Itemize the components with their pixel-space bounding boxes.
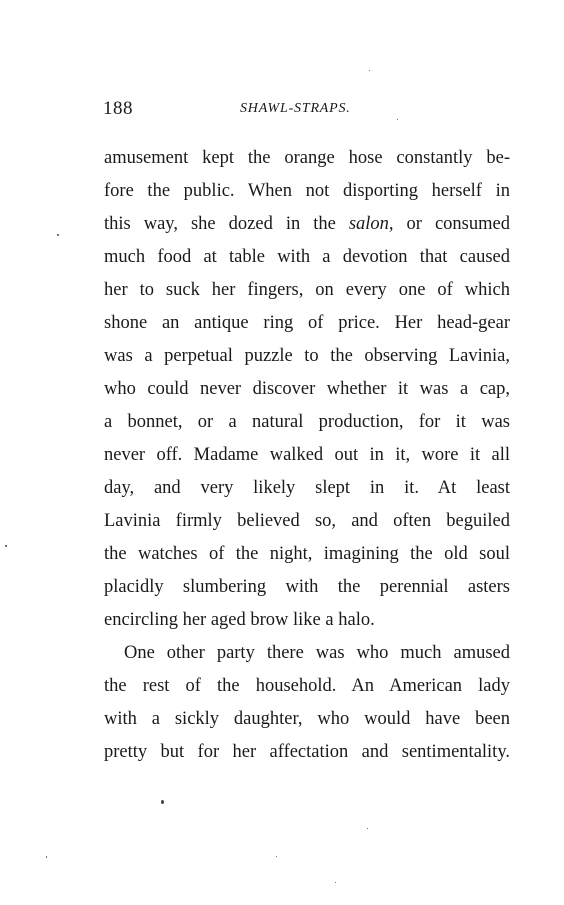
text-line: pretty but for her affectation and sentimentality. [104,742,510,762]
text-line: much food at table with a devotion that caused [104,247,510,267]
text-line: placidly slumbering with the perennial asters [104,577,510,597]
text-line: never off. Madame walked out in it, wore it all [104,445,510,465]
text-line: day, and very likely slept in it. At least [104,478,510,498]
running-head [103,98,513,122]
text-line: was a perpetual puzzle to the observing Lavinia, [104,346,510,366]
page-number: 188 [103,98,133,119]
text-line: fore the public. When not disporting herself in [104,181,510,201]
text-line: who could never discover whether it was a cap, [104,379,510,399]
text-line: shone an antique ring of price. Her head-gear [104,313,510,333]
text-line: her to suck her fingers, on every one of which [104,280,510,300]
scan-speck [367,828,368,829]
text-line: this way, she dozed in the salon, or consumed [104,214,510,234]
text-line: the rest of the household. An American lady [104,676,510,696]
text-line: amusement kept the orange hose constantly be- [104,148,510,168]
text-line: Lavinia firmly believed so, and often beguiled [104,511,510,531]
scan-speck [161,800,164,804]
body-text [104,142,510,769]
scan-speck [369,70,370,71]
scan-speck [57,234,59,236]
scan-speck [46,856,47,858]
running-title: SHAWL-STRAPS. [240,101,351,116]
scan-speck [335,882,336,883]
text-line: encircling her aged brow like a halo. [104,610,375,630]
text-line: the watches of the night, imagining the old soul [104,544,510,564]
text-line: with a sickly daughter, who would have been [104,709,510,729]
text-line: One other party there was who much amused [124,643,510,663]
scan-speck [276,856,277,857]
text-line: a bonnet, or a natural production, for it was [104,412,510,432]
scan-speck [5,545,7,547]
scan-speck [397,119,398,120]
